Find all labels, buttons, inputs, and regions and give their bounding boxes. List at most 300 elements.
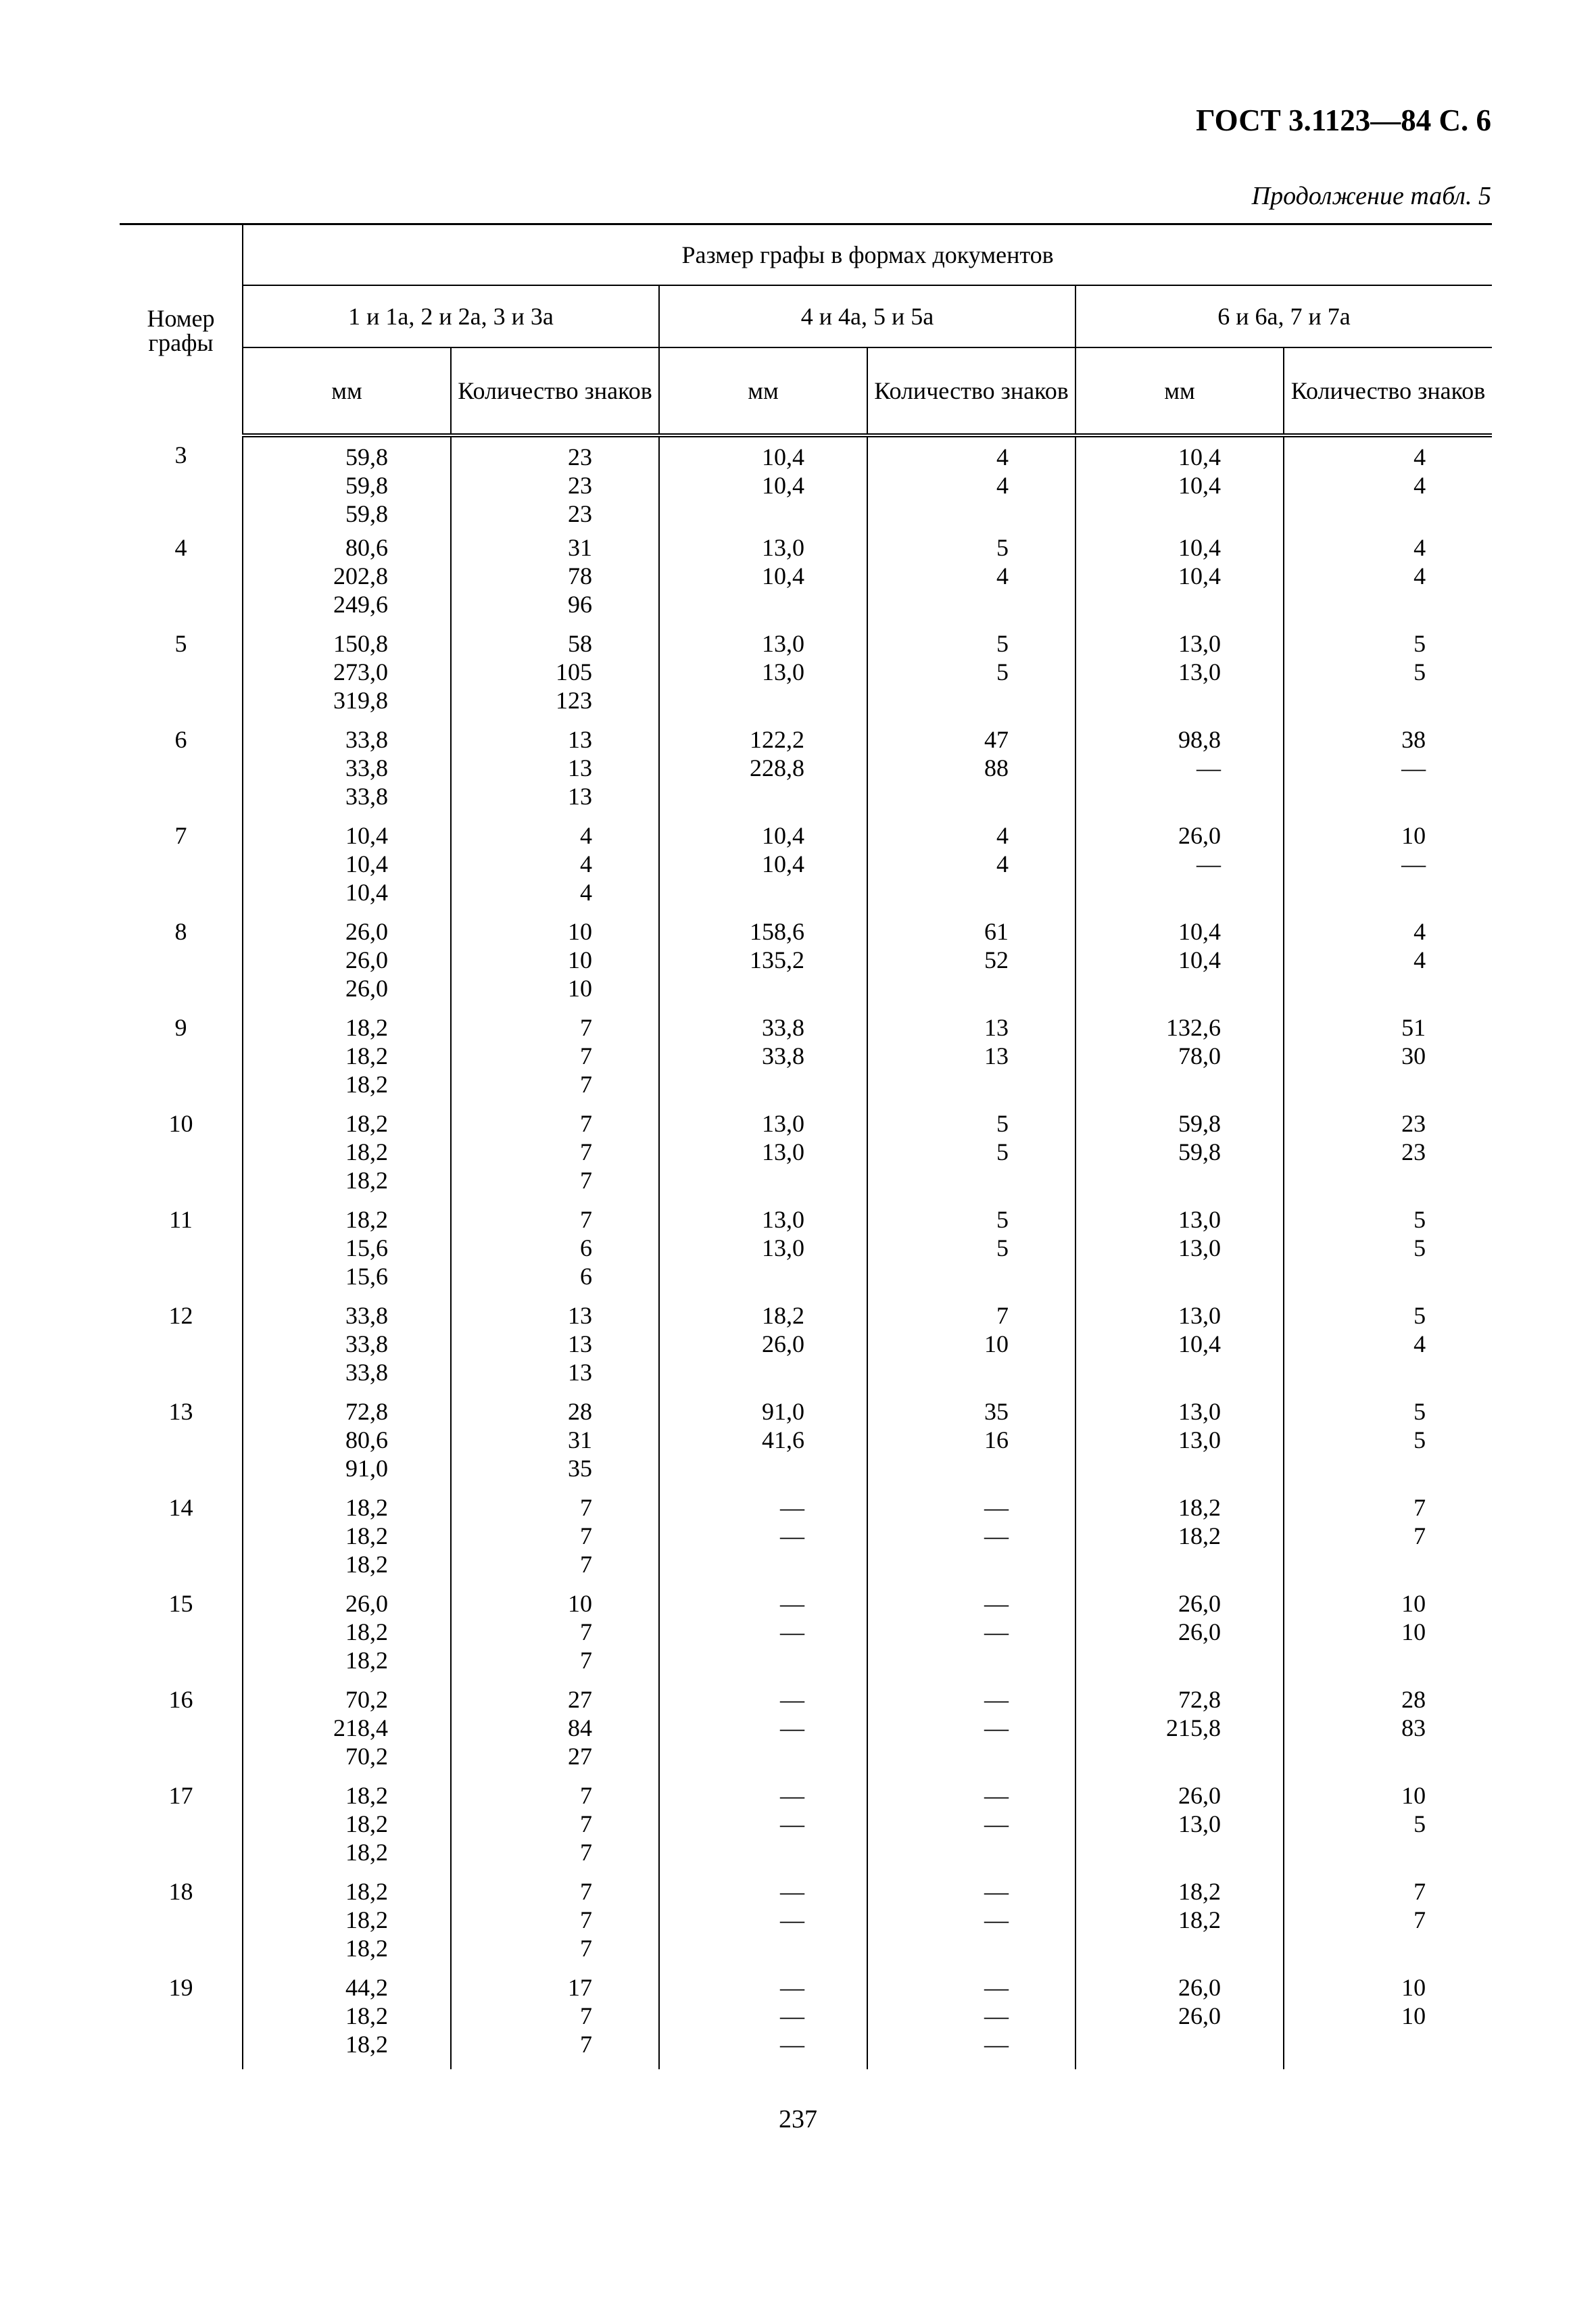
row-number: 9 [174, 1014, 187, 1041]
cell-value: 4 [1413, 562, 1426, 589]
mm-cell [659, 1685, 867, 1781]
count-cell [867, 821, 1075, 917]
cell-value: 249,6 [333, 591, 388, 618]
cell-value: 10,4 [762, 562, 804, 589]
cell-value: 4 [580, 850, 592, 877]
cell-value: — [1196, 754, 1221, 781]
cell-value: 10 [1401, 1782, 1426, 1809]
cell-value: 70,2 [345, 1743, 388, 1770]
cell-value: 27 [568, 1686, 592, 1713]
table-row [120, 533, 1492, 629]
cell-value: 5 [1413, 1302, 1426, 1329]
mm-cell [659, 725, 867, 821]
cell-value: 18,2 [1178, 1494, 1221, 1521]
cell-value: 18,2 [345, 2002, 388, 2029]
cell-value: 4 [996, 472, 1009, 499]
cell-value: — [984, 1782, 1009, 1809]
row-number: 7 [174, 822, 187, 849]
cell-value: 10 [568, 975, 592, 1002]
mm-cell [1075, 821, 1284, 917]
cell-value: 91,0 [762, 1398, 804, 1425]
count-cell [451, 725, 659, 821]
cell-value: 18,2 [345, 1935, 388, 1962]
row-number: 4 [174, 534, 187, 561]
cell-value: 59,8 [345, 500, 388, 527]
mm-cell [1075, 1013, 1284, 1109]
cell-value: 33,8 [345, 726, 388, 753]
cell-value: 13,0 [1178, 630, 1221, 657]
cell-value: 80,6 [345, 534, 388, 561]
cell-value: 15,6 [345, 1263, 388, 1290]
cell-value: 105 [556, 658, 592, 685]
mm-cell [659, 1013, 867, 1109]
cell-value: 7 [580, 1647, 592, 1674]
cell-value: 35 [568, 1455, 592, 1482]
cell-value: 18,2 [1178, 1906, 1221, 1933]
cell-value: — [780, 2002, 804, 2029]
cell-value: 7 [1413, 1494, 1426, 1521]
cell-value: — [984, 1590, 1009, 1617]
mm-cell [659, 629, 867, 725]
count-cell [867, 1205, 1075, 1301]
cell-value: 26,0 [1178, 1618, 1221, 1645]
cell-value: — [780, 1714, 804, 1741]
form-group-header: 6 и 6а, 7 и 7а [1075, 285, 1492, 347]
table-row [120, 1685, 1492, 1781]
page-number: 237 [779, 2105, 817, 2133]
table-row [120, 1301, 1492, 1397]
cell-value: 7 [580, 1935, 592, 1962]
row-number: 13 [168, 1398, 193, 1425]
cell-value: 7 [580, 1167, 592, 1194]
mm-cell [243, 1877, 451, 1973]
mm-cell [1075, 1493, 1284, 1589]
cell-value: 10,4 [1178, 443, 1221, 471]
mm-cell [1075, 435, 1284, 533]
count-cell [867, 435, 1075, 533]
cell-value: 72,8 [345, 1398, 388, 1425]
mm-cell [659, 1973, 867, 2069]
cell-value: 26,0 [345, 1590, 388, 1617]
cell-value: 52 [984, 946, 1009, 973]
cell-value: — [984, 1878, 1009, 1905]
cell-value: 47 [984, 726, 1009, 753]
cell-value: 7 [580, 1782, 592, 1809]
count-cell [451, 533, 659, 629]
mm-cell [243, 1973, 451, 2069]
cell-value: 5 [996, 630, 1009, 657]
cell-value: 23 [568, 443, 592, 471]
cell-value: 5 [996, 534, 1009, 561]
count-cell [451, 1013, 659, 1109]
table-row [120, 1013, 1492, 1109]
cell-value: 7 [1413, 1522, 1426, 1549]
cell-value: 10 [1401, 822, 1426, 849]
cell-value: 26,0 [762, 1330, 804, 1357]
cell-value: 132,6 [1166, 1014, 1221, 1041]
cell-value: 78,0 [1178, 1042, 1221, 1069]
cell-value: 10,4 [1178, 534, 1221, 561]
unit-mm-header: мм [659, 347, 867, 435]
cell-value: 33,8 [345, 1330, 388, 1357]
mm-cell [659, 1493, 867, 1589]
row-number: 11 [169, 1206, 193, 1233]
count-cell [1284, 1493, 1492, 1589]
count-cell [451, 821, 659, 917]
cell-value: 10 [568, 946, 592, 973]
cell-value: — [984, 1494, 1009, 1521]
unit-count-header: Количество знаков [1284, 347, 1492, 435]
mm-cell [659, 1589, 867, 1685]
row-number: 5 [174, 630, 187, 657]
mm-cell [243, 435, 451, 533]
count-cell [867, 917, 1075, 1013]
cell-value: 18,2 [1178, 1878, 1221, 1905]
row-number: 6 [174, 726, 187, 753]
cell-value: 18,2 [345, 1618, 388, 1645]
cell-value: 5 [1413, 1810, 1426, 1837]
row-number: 14 [168, 1494, 193, 1521]
cell-value: 18,2 [345, 1878, 388, 1905]
cell-value: 10,4 [762, 472, 804, 499]
cell-value: 88 [984, 754, 1009, 781]
cell-value: 4 [1413, 443, 1426, 471]
count-cell [867, 1301, 1075, 1397]
mm-cell [659, 821, 867, 917]
cell-value: 10 [568, 1590, 592, 1617]
cell-value: 273,0 [333, 658, 388, 685]
cell-value: 96 [568, 591, 592, 618]
count-cell [1284, 917, 1492, 1013]
cell-value: — [984, 1810, 1009, 1837]
cell-value: 18,2 [345, 1906, 388, 1933]
count-cell [451, 435, 659, 533]
count-cell [451, 1205, 659, 1301]
cell-value: 35 [984, 1398, 1009, 1425]
cell-value: 13,0 [1178, 1206, 1221, 1233]
count-cell [867, 725, 1075, 821]
cell-value: 5 [996, 1110, 1009, 1137]
mm-cell [1075, 1301, 1284, 1397]
cell-value: 13 [568, 783, 592, 810]
cell-value: 33,8 [762, 1042, 804, 1069]
count-cell [867, 1109, 1075, 1205]
cell-value: 7 [580, 1110, 592, 1137]
cell-value: 28 [568, 1398, 592, 1425]
table-continuation-caption: Продолжение табл. 5 [1251, 182, 1491, 210]
cell-value: 18,2 [345, 1522, 388, 1549]
cell-value: 5 [1413, 658, 1426, 685]
unit-count-header: Количество знаков [451, 347, 659, 435]
cell-value: 13,0 [762, 1234, 804, 1261]
page-header: ГОСТ 3.1123—84 С. 6 [1196, 103, 1491, 137]
cell-value: — [780, 1782, 804, 1809]
cell-value: 7 [580, 1839, 592, 1866]
mm-cell [1075, 917, 1284, 1013]
cell-value: 23 [1401, 1110, 1426, 1137]
cell-value: — [780, 1618, 804, 1645]
cell-value: 30 [1401, 1042, 1426, 1069]
cell-value: 4 [996, 443, 1009, 471]
cell-value: 27 [568, 1743, 592, 1770]
count-cell [1284, 1205, 1492, 1301]
cell-value: 10,4 [1178, 472, 1221, 499]
cell-value: — [780, 1810, 804, 1837]
cell-value: 78 [568, 562, 592, 589]
cell-value: — [1401, 850, 1426, 877]
cell-value: 13,0 [762, 534, 804, 561]
cell-value: 5 [1413, 1234, 1426, 1261]
cell-value: 13 [984, 1042, 1009, 1069]
cell-value: 18,2 [345, 1206, 388, 1233]
row-number: 8 [174, 918, 187, 945]
cell-value: 13,0 [762, 1206, 804, 1233]
cell-value: 7 [580, 1494, 592, 1521]
mm-cell [243, 1589, 451, 1685]
mm-cell [1075, 1877, 1284, 1973]
cell-value: 18,2 [345, 1647, 388, 1674]
row-number: 18 [168, 1878, 193, 1905]
mm-cell [243, 917, 451, 1013]
cell-value: 18,2 [345, 1110, 388, 1137]
cell-value: 215,8 [1166, 1714, 1221, 1741]
count-cell [1284, 435, 1492, 533]
cell-value: — [780, 2031, 804, 2058]
cell-value: 7 [580, 1071, 592, 1098]
count-cell [1284, 1397, 1492, 1493]
unit-count-header: Количество знаков [867, 347, 1075, 435]
cell-value: 10 [1401, 2002, 1426, 2029]
column-number-header: Номер графы [120, 224, 243, 436]
count-cell [1284, 629, 1492, 725]
cell-value: 13 [568, 1330, 592, 1357]
cell-value: 91,0 [345, 1455, 388, 1482]
cell-value: 150,8 [333, 630, 388, 657]
cell-value: 31 [568, 1426, 592, 1453]
cell-value: 7 [580, 2031, 592, 2058]
cell-value: 7 [1413, 1878, 1426, 1905]
count-cell [1284, 1301, 1492, 1397]
cell-value: 23 [1401, 1138, 1426, 1165]
table-row [120, 1781, 1492, 1877]
mm-cell [659, 1109, 867, 1205]
cell-value: 18,2 [1178, 1522, 1221, 1549]
cell-value: 10 [568, 918, 592, 945]
cell-value: — [984, 2031, 1009, 2058]
cell-value: 31 [568, 534, 592, 561]
cell-value: 10,4 [345, 879, 388, 906]
unit-mm-header: мм [1075, 347, 1284, 435]
cell-value: 18,2 [345, 1782, 388, 1809]
cell-value: — [780, 1686, 804, 1713]
cell-value: 7 [580, 1206, 592, 1233]
cell-value: 202,8 [333, 562, 388, 589]
count-cell [451, 1685, 659, 1781]
cell-value: 72,8 [1178, 1686, 1221, 1713]
cell-value: 13,0 [762, 1110, 804, 1137]
table-body [120, 435, 1492, 2069]
cell-value: — [780, 1878, 804, 1905]
cell-value: 13 [568, 1302, 592, 1329]
form-group-header: 1 и 1а, 2 и 2а, 3 и 3а [243, 285, 659, 347]
mm-cell [243, 533, 451, 629]
cell-value: 7 [996, 1302, 1009, 1329]
mm-cell [1075, 1589, 1284, 1685]
cell-value: 18,2 [345, 1810, 388, 1837]
count-cell [1284, 725, 1492, 821]
cell-value: 123 [556, 687, 592, 714]
size-table [120, 223, 1492, 2069]
count-cell [451, 1589, 659, 1685]
cell-value: 17 [568, 1974, 592, 2001]
mm-cell [659, 533, 867, 629]
count-cell [867, 1589, 1075, 1685]
cell-value: 228,8 [750, 754, 804, 781]
table-row [120, 1589, 1492, 1685]
cell-value: 23 [568, 500, 592, 527]
cell-value: — [984, 1714, 1009, 1741]
cell-value: 59,8 [1178, 1110, 1221, 1137]
table-row [120, 1493, 1492, 1589]
cell-value: 5 [996, 1138, 1009, 1165]
mm-cell [659, 435, 867, 533]
cell-value: 26,0 [345, 946, 388, 973]
table-row [120, 1109, 1492, 1205]
cell-value: 4 [996, 562, 1009, 589]
count-cell [867, 1013, 1075, 1109]
cell-value: 61 [984, 918, 1009, 945]
cell-value: 59,8 [345, 443, 388, 471]
cell-value: 33,8 [345, 783, 388, 810]
count-cell [867, 629, 1075, 725]
cell-value: 13,0 [1178, 1234, 1221, 1261]
cell-value: 10,4 [762, 822, 804, 849]
count-cell [1284, 1877, 1492, 1973]
mm-cell [1075, 533, 1284, 629]
mm-cell [659, 1205, 867, 1301]
table-row [120, 917, 1492, 1013]
unit-mm-header: мм [243, 347, 451, 435]
cell-value: 84 [568, 1714, 592, 1741]
cell-value: 10,4 [762, 850, 804, 877]
cell-value: 4 [1413, 946, 1426, 973]
mm-cell [243, 1301, 451, 1397]
cell-value: 59,8 [1178, 1138, 1221, 1165]
mm-cell [1075, 1109, 1284, 1205]
mm-cell [1075, 1973, 1284, 2069]
cell-value: 7 [1413, 1906, 1426, 1933]
count-cell [1284, 1685, 1492, 1781]
cell-value: 7 [580, 2002, 592, 2029]
cell-value: 6 [580, 1263, 592, 1290]
count-cell [451, 1397, 659, 1493]
count-cell [451, 1973, 659, 2069]
cell-value: 122,2 [750, 726, 804, 753]
cell-value: 10,4 [345, 822, 388, 849]
cell-value: 26,0 [1178, 822, 1221, 849]
mm-cell [1075, 1685, 1284, 1781]
mm-cell [1075, 725, 1284, 821]
cell-value: 13,0 [762, 1138, 804, 1165]
cell-value: 7 [580, 1906, 592, 1933]
cell-value: 10,4 [345, 850, 388, 877]
cell-value: — [984, 2002, 1009, 2029]
cell-value: 10,4 [1178, 562, 1221, 589]
count-cell [451, 1493, 659, 1589]
cell-value: 10,4 [1178, 918, 1221, 945]
count-cell [451, 1301, 659, 1397]
cell-value: 26,0 [1178, 1590, 1221, 1617]
mm-cell [243, 629, 451, 725]
table-row [120, 1205, 1492, 1301]
cell-value: 4 [1413, 472, 1426, 499]
cell-value: 5 [1413, 1206, 1426, 1233]
cell-value: 26,0 [345, 918, 388, 945]
cell-value: 5 [1413, 1398, 1426, 1425]
cell-value: 218,4 [333, 1714, 388, 1741]
count-cell [867, 533, 1075, 629]
count-cell [451, 1109, 659, 1205]
cell-value: 7 [580, 1138, 592, 1165]
count-cell [1284, 1973, 1492, 2069]
cell-value: 5 [1413, 1426, 1426, 1453]
count-cell [451, 629, 659, 725]
cell-value: 13,0 [1178, 1426, 1221, 1453]
mm-cell [659, 917, 867, 1013]
count-cell [1284, 1781, 1492, 1877]
cell-value: — [780, 1590, 804, 1617]
cell-value: — [984, 1906, 1009, 1933]
mm-cell [1075, 1781, 1284, 1877]
cell-value: 70,2 [345, 1686, 388, 1713]
cell-value: 10,4 [1178, 946, 1221, 973]
cell-value: 26,0 [345, 975, 388, 1002]
count-cell [1284, 1589, 1492, 1685]
cell-value: 7 [580, 1878, 592, 1905]
mm-cell [1075, 1397, 1284, 1493]
cell-value: 7 [580, 1618, 592, 1645]
cell-value: 26,0 [1178, 2002, 1221, 2029]
count-cell [867, 1397, 1075, 1493]
cell-value: — [780, 1522, 804, 1549]
cell-value: 26,0 [1178, 1782, 1221, 1809]
table-row [120, 435, 1492, 533]
table-row [120, 1877, 1492, 1973]
cell-value: 10,4 [762, 443, 804, 471]
mm-cell [243, 1109, 451, 1205]
cell-value: 10,4 [1178, 1330, 1221, 1357]
cell-value: 18,2 [345, 1551, 388, 1578]
count-cell [867, 1973, 1075, 2069]
mm-cell [243, 1781, 451, 1877]
cell-value: 18,2 [345, 2031, 388, 2058]
mm-cell [659, 1301, 867, 1397]
count-cell [1284, 1013, 1492, 1109]
cell-value: 10 [984, 1330, 1009, 1357]
cell-value: 41,6 [762, 1426, 804, 1453]
cell-value: 13,0 [1178, 658, 1221, 685]
cell-value: 44,2 [345, 1974, 388, 2001]
cell-value: — [984, 1618, 1009, 1645]
cell-value: 5 [996, 1234, 1009, 1261]
cell-value: 13,0 [762, 630, 804, 657]
count-cell [867, 1685, 1075, 1781]
count-cell [867, 1877, 1075, 1973]
cell-value: 135,2 [750, 946, 804, 973]
cell-value: 10 [1401, 1590, 1426, 1617]
cell-value: 33,8 [345, 1359, 388, 1386]
row-number: 3 [174, 441, 187, 468]
